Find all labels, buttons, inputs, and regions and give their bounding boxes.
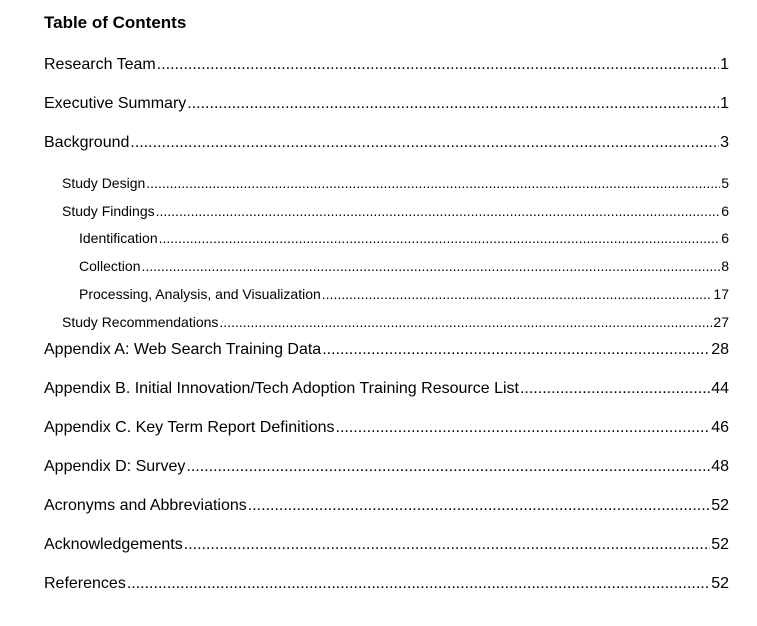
toc-entry-page: 17 [713,286,729,302]
toc-entry-label: Appendix B. Initial Innovation/Tech Adoption Training Resource List [44,380,519,397]
toc-dot-leader [520,379,710,399]
toc-entry-acknowledgements[interactable] [44,535,729,555]
toc-entry-identification[interactable] [79,229,729,247]
toc-entry-label: Processing, Analysis, and Visualization [79,286,321,302]
toc-entry-study-recommendations[interactable] [62,313,729,331]
toc-entry-page: 28 [711,341,729,358]
toc-entry-page: 6 [721,230,729,246]
toc-entry-label: Background [44,134,130,151]
toc-entry-page: 48 [711,458,729,475]
toc-entry-page: 8 [721,258,729,274]
toc-entry-page: 5 [721,175,729,191]
toc-entry-label: Study Recommendations [62,314,219,330]
toc-entry-page: 44 [711,380,729,397]
toc-dot-leader [336,418,711,438]
toc-entry-research-team[interactable] [44,55,729,75]
toc-entry-processing-analysis-visualization[interactable] [79,285,729,303]
toc-entry-label: Research Team [44,56,156,73]
toc-entry-page: 46 [711,419,729,436]
toc-dot-leader [186,457,710,477]
toc-entry-page: 27 [713,314,729,330]
toc-entry-page: 52 [711,497,729,514]
toc-entry-page: 52 [711,575,729,592]
toc-entry-collection[interactable] [79,257,729,275]
toc-entry-label: References [44,575,126,592]
toc-dot-leader [127,574,710,594]
toc-entry-label: Study Findings [62,203,155,219]
toc-dot-leader [159,229,721,247]
toc-entry-label: Executive Summary [44,95,187,112]
toc-title: Table of Contents [44,13,187,32]
toc-entry-background[interactable] [44,133,729,153]
toc-entry-label: Acknowledgements [44,536,183,553]
toc-entry-page: 1 [720,56,729,73]
toc-entry-label: Study Design [62,175,146,191]
toc-entry-page: 52 [711,536,729,553]
toc-entry-appendix-c[interactable] [44,418,729,438]
toc-entry-page: 3 [720,134,729,151]
toc-dot-leader [248,496,710,516]
toc-entry-executive-summary[interactable] [44,94,729,114]
toc-entry-acronyms[interactable] [44,496,729,516]
toc-dot-leader [141,257,720,275]
toc-entry-label: Acronyms and Abbreviations [44,497,247,514]
toc-entry-label: Identification [79,230,158,246]
toc-entry-label: Appendix C. Key Term Report Definitions [44,419,335,436]
toc-dot-leader [322,340,710,360]
toc-entry-references[interactable] [44,574,729,594]
toc-entry-page: 6 [721,203,729,219]
toc-dot-leader [187,94,719,114]
toc-entry-appendix-a[interactable] [44,340,729,360]
toc-dot-leader [130,133,719,153]
toc-dot-leader [322,285,713,303]
toc-entry-study-findings[interactable] [62,202,729,220]
toc-dot-leader [184,535,710,555]
toc-entry-page: 1 [720,95,729,112]
toc-dot-leader [219,313,712,331]
toc-dot-leader [157,55,719,75]
toc-entry-appendix-d[interactable] [44,457,729,477]
toc-entry-appendix-b[interactable] [44,379,729,399]
toc-entry-study-design[interactable] [62,174,729,192]
toc-entry-label: Collection [79,258,141,274]
toc-entry-label: Appendix A: Web Search Training Data [44,341,322,358]
toc-entry-label: Appendix D: Survey [44,458,186,475]
toc-dot-leader [156,202,721,220]
toc-dot-leader [146,174,720,192]
